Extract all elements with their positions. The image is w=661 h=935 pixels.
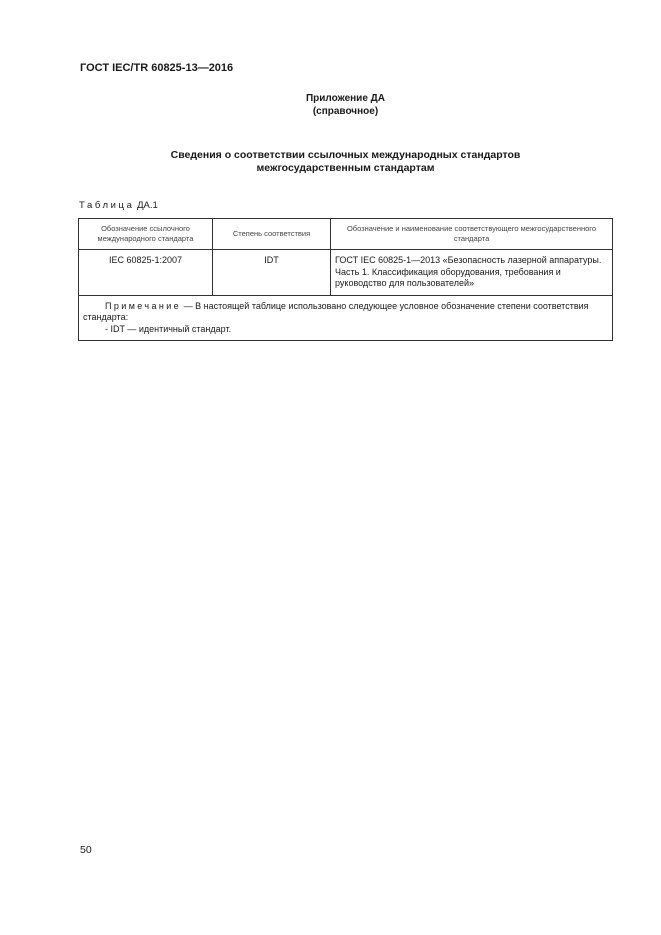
appendix-header (0, 92, 661, 118)
column-header-reference: Обозначение ссылочного международного стандарта (79, 219, 213, 250)
cell-degree: IDT (213, 250, 331, 296)
table-header-row (79, 219, 613, 250)
table-caption (79, 200, 158, 211)
section-heading (0, 149, 661, 175)
table-caption-label: Таблица (79, 200, 135, 211)
cell-reference-standard: IEC 60825-1:2007 (79, 250, 213, 296)
heading-line-2: межгосударственным стандартам (256, 162, 435, 174)
appendix-subtitle: (справочное) (312, 106, 379, 117)
note-item: - IDT — идентичный стандарт. (105, 323, 232, 334)
document-code: ГОСТ IEC/TR 60825-13—2016 (80, 62, 234, 74)
heading-line-1: Сведения о соответствии ссылочных международных стандартов (170, 149, 521, 161)
column-header-degree: Степень соответствия (213, 219, 331, 250)
note-paragraph (83, 301, 608, 324)
column-header-interstate: Обозначение и наименование соответствующего межгосударственного стандарта (331, 219, 613, 250)
table-note-row (79, 295, 613, 341)
page-number: 50 (80, 844, 92, 856)
table-row (79, 250, 613, 296)
table-caption-id: ДА.1 (137, 200, 158, 211)
table-note (79, 295, 613, 341)
note-label: Примечание (105, 300, 182, 311)
correspondence-table (78, 218, 613, 341)
note-text: — В настоящей таблице использовано следующее условное обозначение степени соответствия стандарта: (83, 300, 589, 322)
cell-interstate-standard: ГОСТ IEC 60825-1—2013 «Безопасность лазерной аппаратуры. Часть 1. Классификация оборудования, требования и руководство для пользователей» (331, 250, 613, 296)
appendix-title: Приложение ДА (305, 93, 386, 104)
